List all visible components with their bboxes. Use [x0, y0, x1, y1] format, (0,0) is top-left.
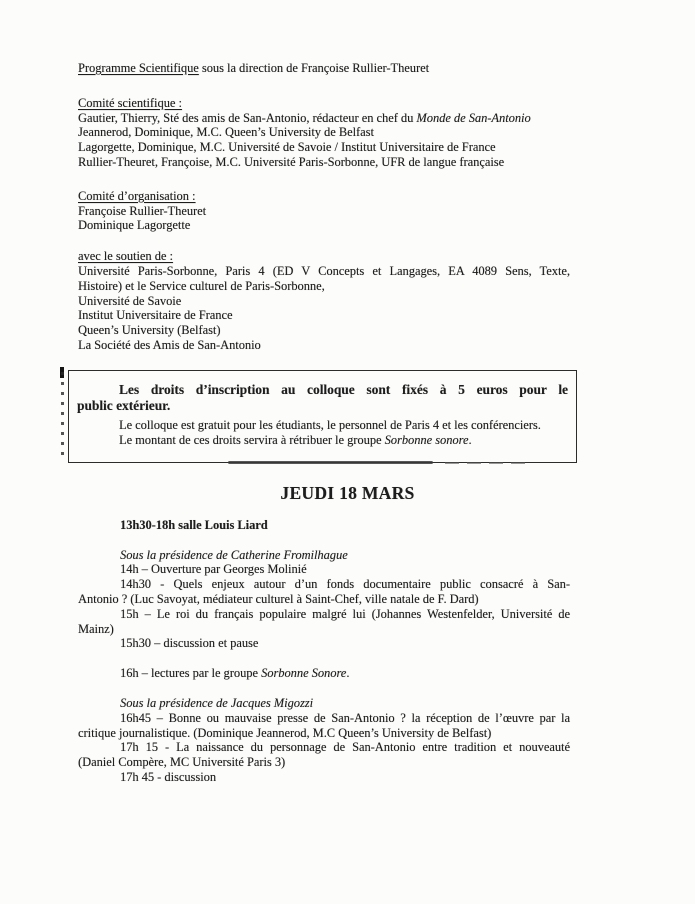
fee-note-text: Le montant de ces droits servira à rétribuer le groupe	[119, 432, 385, 447]
day-heading: JEUDI 18 MARS	[280, 482, 415, 503]
scan-artifact-bottom-smudge	[228, 461, 433, 464]
committee-member-line: Lagorgette, Dominique, M.C. Université de Savoie / Institut Universitaire de France	[78, 140, 496, 155]
support-line: Université de Savoie	[78, 293, 182, 308]
session-time-room: 13h30-18h salle Louis Liard	[120, 517, 268, 532]
fee-bold-line: public extérieur.	[77, 397, 171, 413]
fee-note-text: .	[468, 432, 472, 447]
scan-artifact-bottom-dashes	[445, 462, 527, 464]
support-line: Institut Universitaire de France	[78, 308, 233, 323]
fee-note-text-italic: Sorbonne sonore	[384, 432, 469, 447]
member-text-italic: Monde de San-Antonio	[416, 110, 531, 125]
session-item-line	[78, 666, 570, 681]
session-item-line: 14h30 - Quels enjeux autour d’un fonds documentaire public consacré à San-	[120, 577, 570, 592]
session-chair-line: Sous la présidence de Jacques Migozzi	[120, 695, 314, 710]
member-text: Gautier, Thierry, Sté des amis de San-Antonio, rédacteur en chef du	[78, 110, 417, 125]
session-chair-line: Sous la présidence de Catherine Fromilhague	[120, 547, 348, 562]
session-item-line: critique journalistique. (Dominique Jeannerod, M.C Queen’s University de Belfast)	[78, 725, 492, 740]
program-title-rest: sous la direction de Françoise Rullier-Theuret	[198, 61, 430, 75]
session-item-line: 15h – Le roi du français populaire malgré lui (Johannes Westenfelder, Université de	[120, 606, 570, 621]
scientific-committee-heading: Comité scientifique :	[78, 95, 182, 110]
document-content	[78, 0, 570, 785]
session-item-line: 14h – Ouverture par Georges Molinié	[120, 562, 307, 577]
committee-member-line: Dominique Lagorgette	[78, 218, 191, 233]
session-item-line: Antonio ? (Luc Savoyat, médiateur culturel à Saint-Chef, ville natale de F. Dard)	[78, 591, 479, 606]
session-item-line: 17h 45 - discussion	[120, 769, 217, 784]
fee-note-line	[77, 433, 568, 448]
fee-bold-line: Les droits d’inscription au colloque sont fixés à 5 euros pour le	[119, 381, 568, 397]
fee-box	[68, 370, 577, 463]
support-line: Queen’s University (Belfast)	[78, 323, 221, 338]
support-line: La Société des Amis de San-Antonio	[78, 337, 261, 352]
fee-note-line: Le colloque est gratuit pour les étudiants, le personnel de Paris 4 et les conférenciers.	[119, 417, 541, 432]
program-director-line	[78, 61, 570, 76]
session-item-line: Mainz)	[78, 621, 114, 636]
session-item-line: 15h30 – discussion et pause	[120, 636, 259, 651]
session-item-text: 16h – lectures par le groupe	[120, 666, 262, 681]
session-item-text: .	[346, 666, 350, 681]
committee-member-line: Jeannerod, Dominique, M.C. Queen’s University de Belfast	[78, 125, 374, 140]
session-item-line: (Daniel Compère, MC Université Paris 3)	[78, 755, 286, 770]
scan-artifact-left-dashes	[61, 372, 64, 460]
committee-member-line: Rullier-Theuret, Françoise, M.C. Université Paris-Sorbonne, UFR de langue française	[78, 154, 505, 169]
support-heading: avec le soutien de :	[78, 249, 173, 264]
session-item-line: 17h 15 - La naissance du personnage de San-Antonio entre tradition et nouveauté	[120, 740, 570, 755]
organizing-committee-heading: Comité d’organisation :	[78, 188, 196, 203]
committee-member-line	[78, 111, 570, 126]
committee-member-line: Françoise Rullier-Theuret	[78, 203, 207, 218]
session-item-line: 16h45 – Bonne ou mauvaise presse de San-Antonio ? la réception de l’œuvre par la	[120, 710, 570, 725]
support-line: Histoire) et le Service culturel de Paris-Sorbonne,	[78, 278, 325, 293]
support-line: Université Paris-Sorbonne, Paris 4 (ED V Concepts et Langages, EA 4089 Sens, Texte,	[78, 263, 570, 278]
program-title: Programme Scientifique	[78, 61, 199, 75]
session-item-text-italic: Sorbonne Sonore	[261, 666, 347, 681]
